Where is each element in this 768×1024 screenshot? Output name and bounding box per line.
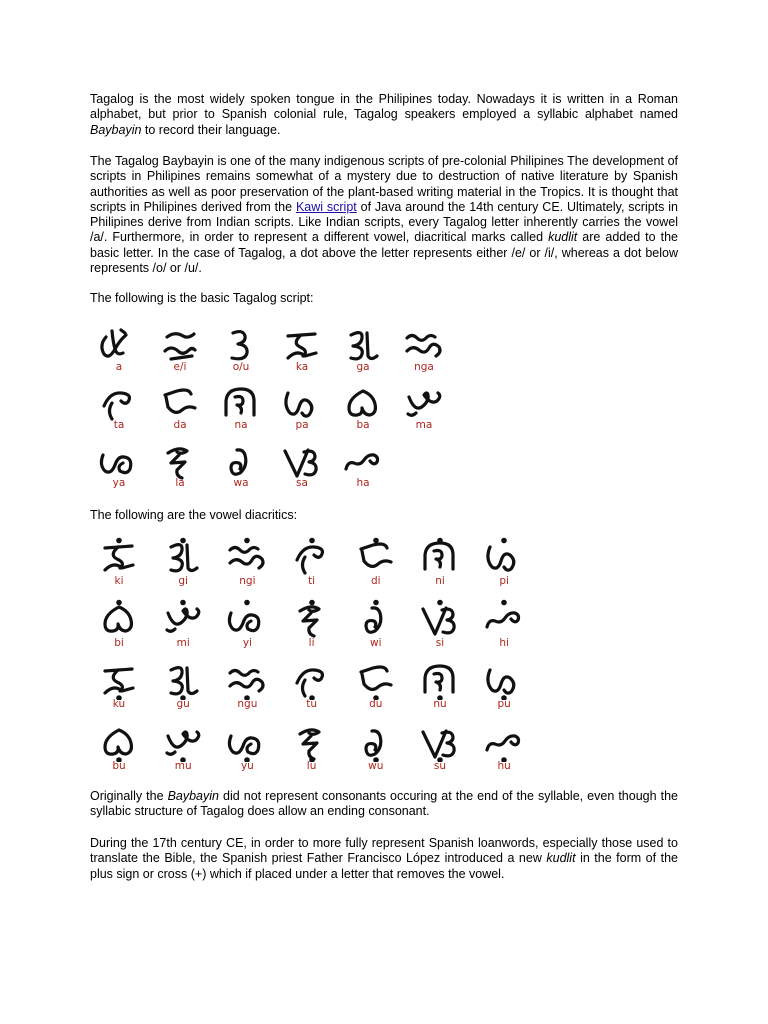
baybayin-glyph-icon bbox=[154, 660, 212, 700]
baybayin-glyph-icon bbox=[334, 383, 392, 423]
glyph-label: o/u bbox=[232, 361, 250, 373]
glyph-label: bi bbox=[114, 636, 124, 649]
baybayin-glyph-icon bbox=[154, 537, 212, 577]
baybayin-glyph-icon bbox=[218, 722, 276, 762]
baybayin-glyph-icon bbox=[154, 599, 212, 639]
kudlit-dot-above bbox=[309, 599, 315, 605]
text-run: did not represent consonants occuring at the end of the syllable, even though the syllabic structure of Tagalog does allow an ending consonant. bbox=[90, 789, 678, 819]
basic-script-intro: The following is the basic Tagalog script: bbox=[90, 291, 314, 305]
baybayin-glyph-icon bbox=[475, 660, 533, 700]
baybayin-glyph-icon bbox=[347, 660, 405, 700]
glyph-label: yu bbox=[240, 759, 254, 772]
glyph-label: ha bbox=[356, 477, 370, 489]
glyph-label: wi bbox=[370, 636, 382, 649]
kudlit-dot-above bbox=[180, 599, 186, 605]
baybayin-glyph-icon bbox=[90, 383, 148, 423]
glyph-label: yi bbox=[242, 636, 252, 649]
kudlit-dot-above bbox=[180, 538, 186, 544]
glyph-label: ngi bbox=[239, 575, 256, 587]
glyph-cell-ya bbox=[90, 441, 148, 497]
glyph-label: su bbox=[433, 759, 447, 772]
glyph-cell-ga bbox=[334, 325, 392, 381]
kudlit-dot-above bbox=[116, 599, 122, 605]
baybayin-glyph-icon bbox=[475, 722, 533, 762]
kudlit-dot-above bbox=[501, 599, 507, 605]
glyph-cell-nga bbox=[395, 325, 453, 381]
glyph-label: ga bbox=[356, 361, 370, 373]
text-run: are added to the basic letter. In the case of Tagalog, a dot above the letter represents either /e/ or /i/, whereas a dot below represents /o/ or /u/. bbox=[90, 230, 678, 276]
emphasis-kudlit: kudlit bbox=[546, 851, 576, 866]
glyph-cell-lu bbox=[283, 722, 341, 778]
glyph-cell-e-i bbox=[151, 325, 209, 381]
glyph-cell-yu bbox=[218, 722, 276, 778]
glyph-cell-ka bbox=[273, 325, 331, 381]
baybayin-glyph-icon bbox=[411, 599, 469, 639]
glyph-label: ku bbox=[112, 698, 126, 710]
glyph-cell-pa bbox=[273, 383, 331, 439]
glyph-cell-nu bbox=[411, 660, 469, 716]
kudlit-dot-above bbox=[501, 538, 507, 544]
glyph-label: di bbox=[371, 575, 381, 587]
glyph-cell-si bbox=[411, 599, 469, 655]
glyph-cell-du bbox=[347, 660, 405, 716]
glyph-cell-mu bbox=[154, 722, 212, 778]
baybayin-glyph-icon bbox=[283, 722, 341, 762]
baybayin-glyph-icon bbox=[334, 325, 392, 365]
glyph-cell-wu bbox=[347, 722, 405, 778]
glyph-cell-gi bbox=[154, 537, 212, 593]
baybayin-glyph-icon bbox=[475, 599, 533, 639]
history-paragraph bbox=[90, 154, 678, 276]
glyph-cell-bu bbox=[90, 722, 148, 778]
glyph-label: da bbox=[173, 419, 187, 431]
baybayin-glyph-icon bbox=[151, 325, 209, 365]
text-run: Originally the bbox=[90, 789, 168, 803]
glyph-label: pi bbox=[499, 575, 509, 587]
glyph-cell-da bbox=[151, 383, 209, 439]
kudlit-dot-above bbox=[373, 599, 379, 605]
glyph-label: bu bbox=[112, 759, 126, 772]
kudlit-dot-above bbox=[116, 538, 122, 544]
glyph-cell-ku bbox=[90, 660, 148, 716]
glyph-label: ki bbox=[114, 575, 124, 587]
baybayin-glyph-icon bbox=[90, 722, 148, 762]
glyph-cell-ki bbox=[90, 537, 148, 593]
text-run: Tagalog is the most widely spoken tongue in the Philipines today. Nowadays it is written in a Roman alphabet, but prior to Spanish colonial rule, Tagalog speakers employed a syllabic alphabet named bbox=[90, 92, 678, 122]
glyph-cell-ni bbox=[411, 537, 469, 593]
glyph-cell-su bbox=[411, 722, 469, 778]
glyph-cell-ba bbox=[334, 383, 392, 439]
glyph-label: hi bbox=[499, 636, 509, 649]
glyph-cell-tu bbox=[283, 660, 341, 716]
baybayin-glyph-icon bbox=[151, 441, 209, 481]
glyph-cell-o-u bbox=[212, 325, 270, 381]
glyph-cell-la bbox=[151, 441, 209, 497]
glyph-label: wa bbox=[233, 477, 249, 489]
baybayin-glyph-icon bbox=[90, 660, 148, 700]
baybayin-glyph-icon bbox=[218, 537, 276, 577]
glyph-cell-ngi bbox=[218, 537, 276, 593]
kudlit-dot-above bbox=[245, 599, 251, 605]
glyph-cell-pi bbox=[475, 537, 533, 593]
baybayin-glyph-icon bbox=[347, 537, 405, 577]
baybayin-glyph-icon bbox=[90, 441, 148, 481]
glyph-label: ya bbox=[112, 477, 126, 489]
glyph-cell-hi bbox=[475, 599, 533, 655]
text-run: to record their language. bbox=[141, 122, 281, 137]
text-run: in the form of the plus sign or cross (+) which if placed under a letter that removes the vowel. bbox=[90, 851, 678, 881]
glyph-cell-na bbox=[212, 383, 270, 439]
glyph-label: hu bbox=[497, 759, 511, 772]
glyph-label: du bbox=[369, 698, 383, 710]
text-run: During the 17th century CE, in order to more fully represent Spanish loanwords, especially those used to translate the Bible, the Spanish priest Father Francisco López introduced a new bbox=[90, 836, 678, 866]
glyph-label: tu bbox=[306, 698, 317, 710]
glyph-cell-ta bbox=[90, 383, 148, 439]
baybayin-glyph-icon bbox=[411, 537, 469, 577]
glyph-cell-mi bbox=[154, 599, 212, 655]
glyph-cell-hu bbox=[475, 722, 533, 778]
baybayin-glyph-icon bbox=[395, 383, 453, 423]
baybayin-glyph-icon bbox=[218, 599, 276, 639]
glyph-cell-sa bbox=[273, 441, 331, 497]
kudlit-dot-above bbox=[373, 538, 379, 544]
glyph-label: ma bbox=[415, 419, 433, 431]
glyph-label: la bbox=[175, 477, 185, 489]
baybayin-glyph-icon bbox=[395, 325, 453, 365]
baybayin-glyph-icon bbox=[334, 441, 392, 481]
baybayin-glyph-icon bbox=[283, 537, 341, 577]
baybayin-glyph-icon bbox=[347, 722, 405, 762]
glyph-label: li bbox=[308, 636, 315, 649]
baybayin-glyph-icon bbox=[154, 722, 212, 762]
text-run: The Tagalog Baybayin is one of the many indigenous scripts of pre-colonial Philipines The development of scripts in Philipines remains somewhat of a mystery due to destruction of native literature by Spanish authorities as well as poor preservation of the plant-based writing material in the Tropics. It is thought that scripts in Philipines derived from the bbox=[90, 154, 678, 214]
text-run: of Java around the 14th century CE. Ultimately, scripts in Philipines derive from Indian scripts. Like Indian scripts, every Tagalog letter inherently carries the vowel /a/. Furthermore, in order to represent a different vowel, diacritical marks called bbox=[90, 199, 678, 245]
baybayin-glyph-icon bbox=[273, 325, 331, 365]
ending-consonant-paragraph bbox=[90, 789, 678, 820]
virama-paragraph bbox=[90, 836, 678, 882]
glyph-cell-bi bbox=[90, 599, 148, 655]
baybayin-glyph-icon bbox=[212, 441, 270, 481]
baybayin-glyph-icon bbox=[212, 325, 270, 365]
kudlit-dot-above bbox=[437, 538, 443, 544]
glyph-label: ka bbox=[295, 361, 309, 373]
baybayin-glyph-icon bbox=[475, 537, 533, 577]
glyph-cell-di bbox=[347, 537, 405, 593]
baybayin-glyph-icon bbox=[411, 722, 469, 762]
glyph-cell-a bbox=[90, 325, 148, 381]
kudlit-dot-above bbox=[437, 599, 443, 605]
intro-paragraph bbox=[90, 92, 678, 138]
glyph-cell-yi bbox=[218, 599, 276, 655]
kawi-script-link[interactable]: Kawi script bbox=[295, 199, 357, 214]
emphasis-baybayin: Baybayin bbox=[167, 789, 219, 803]
baybayin-glyph-icon bbox=[90, 325, 148, 365]
emphasis-baybayin: Baybayin bbox=[90, 122, 142, 137]
glyph-label: gi bbox=[178, 575, 188, 587]
glyph-cell-wa bbox=[212, 441, 270, 497]
baybayin-glyph-icon bbox=[283, 660, 341, 700]
glyph-cell-ngu bbox=[218, 660, 276, 716]
glyph-label: pa bbox=[295, 419, 309, 431]
baybayin-glyph-icon bbox=[273, 383, 331, 423]
glyph-label: sa bbox=[296, 477, 308, 489]
baybayin-glyph-icon bbox=[347, 599, 405, 639]
glyph-label: mu bbox=[174, 759, 192, 772]
glyph-label: si bbox=[435, 636, 445, 649]
glyph-label: ngu bbox=[237, 698, 258, 710]
glyph-label: gu bbox=[176, 698, 190, 710]
baybayin-glyph-icon bbox=[283, 599, 341, 639]
glyph-label: ni bbox=[435, 575, 445, 587]
diacritics-intro: The following are the vowel diacritics: bbox=[90, 508, 298, 522]
glyph-cell-gu bbox=[154, 660, 212, 716]
glyph-cell-ma bbox=[395, 383, 453, 439]
glyph-cell-wi bbox=[347, 599, 405, 655]
glyph-label: pu bbox=[497, 698, 511, 710]
glyph-label: a bbox=[115, 361, 123, 373]
glyph-cell-li bbox=[283, 599, 341, 655]
baybayin-glyph-icon bbox=[151, 383, 209, 423]
baybayin-glyph-icon bbox=[411, 660, 469, 700]
baybayin-glyph-icon bbox=[218, 660, 276, 700]
glyph-label: na bbox=[234, 419, 248, 431]
baybayin-glyph-icon bbox=[90, 537, 148, 577]
glyph-label: wu bbox=[368, 759, 384, 772]
glyph-label: ti bbox=[308, 575, 316, 587]
emphasis-kudlit: kudlit bbox=[548, 230, 578, 245]
kudlit-dot-above bbox=[309, 538, 315, 544]
baybayin-glyph-icon bbox=[90, 599, 148, 639]
glyph-label: lu bbox=[306, 759, 317, 772]
glyph-cell-pu bbox=[475, 660, 533, 716]
glyph-label: nga bbox=[414, 361, 434, 373]
glyph-label: mi bbox=[176, 636, 190, 649]
glyph-cell-ti bbox=[283, 537, 341, 593]
glyph-label: nu bbox=[433, 698, 447, 710]
glyph-label: ta bbox=[113, 419, 125, 431]
glyph-label: ba bbox=[356, 419, 370, 431]
baybayin-glyph-icon bbox=[273, 441, 331, 481]
baybayin-glyph-icon bbox=[212, 383, 270, 423]
kudlit-dot-above bbox=[245, 538, 251, 544]
glyph-label: e/i bbox=[173, 361, 187, 373]
glyph-cell-ha bbox=[334, 441, 392, 497]
